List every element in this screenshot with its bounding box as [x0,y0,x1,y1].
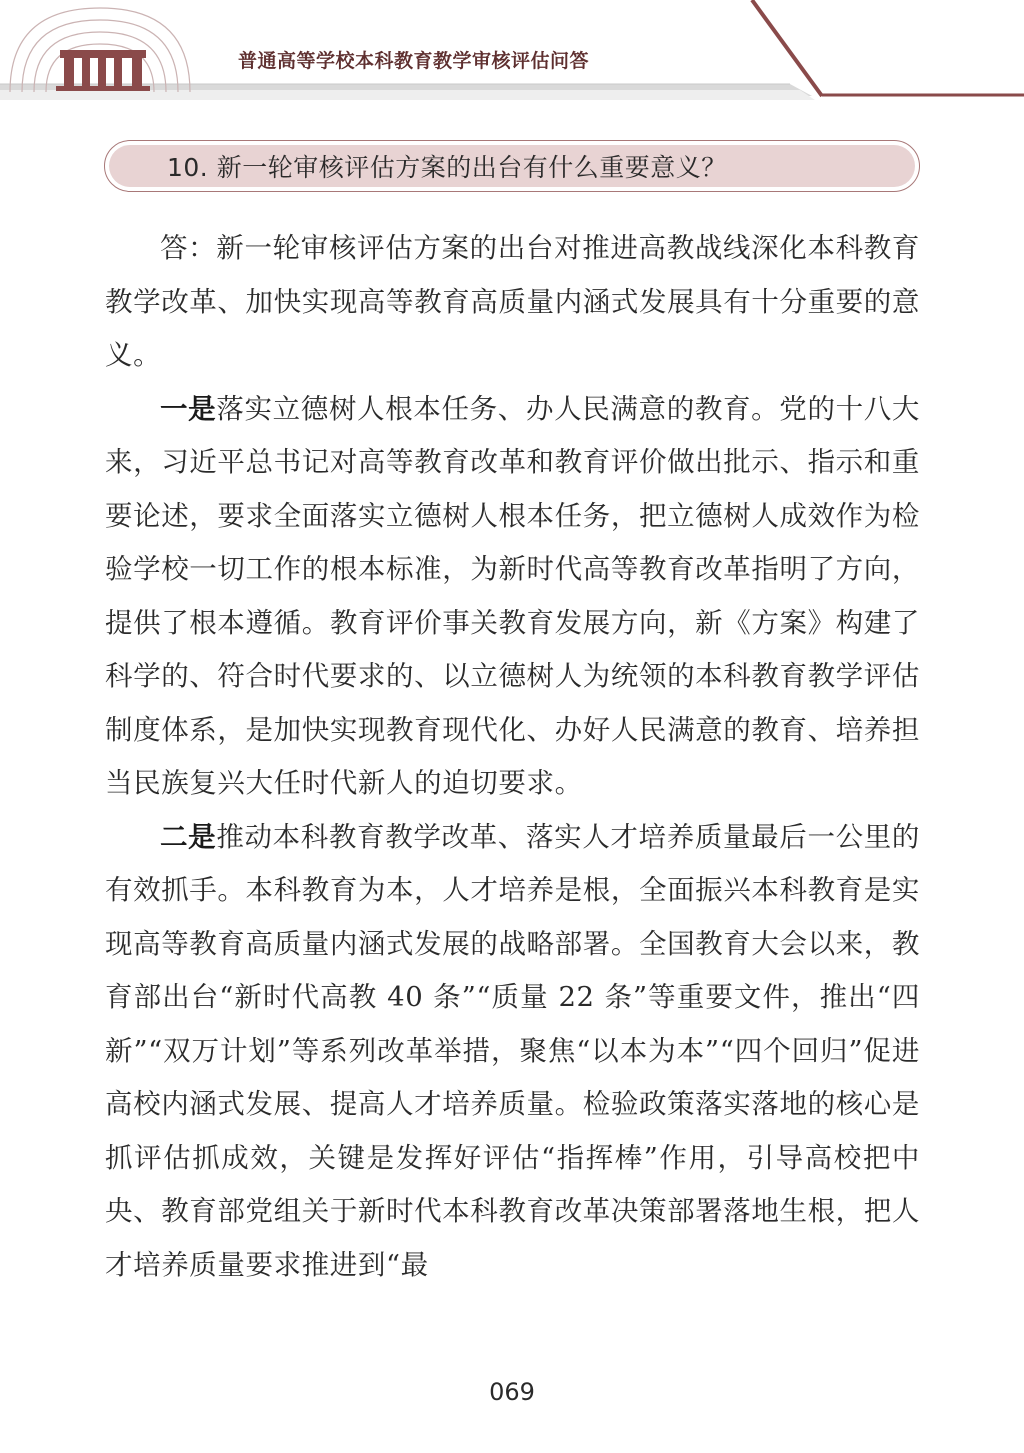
point-two-paragraph [105,811,920,1293]
point-two-lead: 二是 [160,820,217,853]
point-one-lead: 一是 [160,392,217,425]
question-box-fill [109,145,915,187]
point-one-paragraph [105,383,920,811]
paragraph-text: 落实立德树人根本任务、办人民满意的教育。党的十八大来，习近平总书记对高等教育改革和教育评价做出批示、指示和重要论述，要求全面落实立德树人根本任务，把立德树人成效作为检验学校一切工作的根本标准，为新时代高等教育改革指明了方向，提供了根本遵循。教育评价事关教育发展方向，新《方案》构建了科学的、符合时代要求的、以立德树人为统领的本科教育教学评估制度体系，是加快实现教育现代化、办好人民满意的教育、培养担当民族复兴大任时代新人的迫切要求。 [105,392,921,799]
university-gate-icon [0,0,194,96]
question-heading: 10. 新一轮审核评估方案的出台有什么重要意义？ [167,153,727,182]
page-number: 069 [489,1378,535,1406]
paragraph-text: 答：新一轮审核评估方案的出台对推进高教战线深化本科教育教学改革、加快实现高等教育高质量内涵式发展具有十分重要的意义。 [105,232,920,371]
header-title: 普通高等学校本科教育教学审核评估问答 [238,50,590,72]
question-box [104,140,920,192]
answer-body [105,222,920,1292]
page-header [0,0,1024,100]
paragraph-text: 推动本科教育教学改革、落实人才培养质量最后一公里的有效抓手。本科教育为本，人才培养是根，全面振兴本科教育是实现高等教育高质量内涵式发展的战略部署。全国教育大会以来，教育部出台“新时代高教 40 条”“质量 22 条”等重要文件，推出“四新”“双万计划”等系列改革举措，聚焦“以本为本”“四个回归”促进高校内涵式发展、提高人才培养质量。检验政策落实落地的核心是抓评估抓成效，关键是发挥好评估“指挥棒”作用，引导高校把中央、教育部党组关于新时代本科教育改革决策部署落地生根，把人才培养质量要求推进到“最 [105,820,921,1281]
answer-paragraph [105,222,920,383]
